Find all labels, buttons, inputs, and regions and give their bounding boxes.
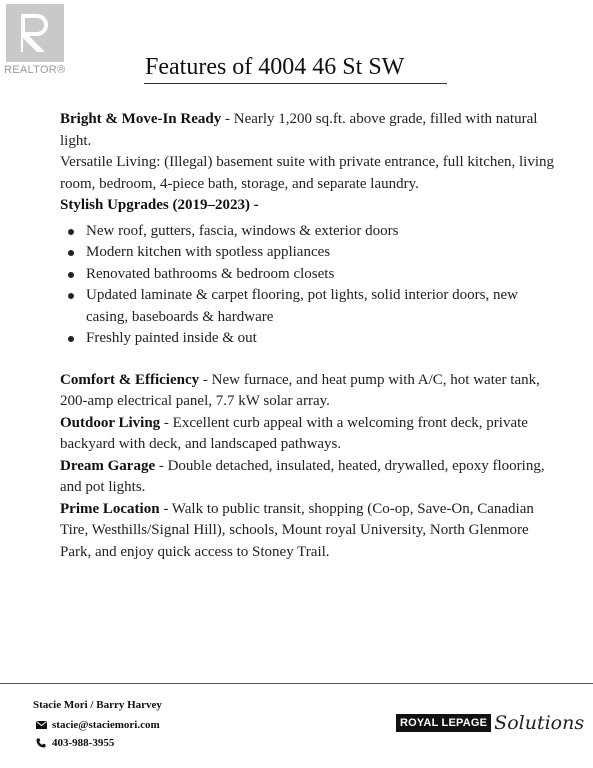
phone-icon	[36, 738, 48, 748]
bright-section	[60, 109, 560, 152]
realtor-label: REALTOR®	[4, 64, 66, 76]
email-text[interactable]: stacie@staciemori.com	[52, 719, 160, 731]
comfort-heading: Comfort & Efficiency	[60, 371, 200, 388]
brand-solutions: Solutions	[494, 712, 585, 734]
versatile-text: Versatile Living: (Illegal) basement suite with private entrance, full kitchen, living room, bedroom, 4-piece bath, storage, and separate laundry.	[60, 154, 555, 192]
bright-heading: Bright & Move-In Ready	[60, 111, 222, 127]
garage-section	[60, 456, 560, 499]
phone-contact[interactable]	[36, 737, 114, 749]
comfort-text: - New furnace, and heat pump with A/C, hot water tank, 200-amp electrical panel, 7.7 kW solar array.	[60, 371, 540, 409]
brokerage-logo	[396, 712, 584, 734]
phone-text[interactable]: 403-988-3955	[52, 737, 115, 749]
footer-divider	[0, 683, 593, 684]
bright-text: - Nearly 1,200 sq.ft. above grade, filled with natural light.	[60, 111, 538, 149]
list-item: Renovated bathrooms & bedroom closets	[86, 264, 560, 286]
location-heading: Prime Location	[60, 500, 160, 517]
agent-names: Stacie Mori / Barry Harvey	[33, 699, 162, 711]
features-content	[60, 109, 560, 563]
outdoor-section	[60, 413, 560, 456]
brand-royal-lepage: ROYAL LEPAGE	[396, 714, 491, 732]
title-underline	[144, 83, 447, 84]
list-item: New roof, gutters, fascia, windows & exterior doors	[86, 221, 560, 243]
upgrades-list	[60, 221, 560, 350]
outdoor-text: - Excellent curb appeal with a welcoming front deck, private backyard with deck, and landscaped pathways.	[60, 414, 528, 452]
upgrades-heading: Stylish Upgrades (2019–2023) -	[60, 197, 259, 213]
garage-text: - Double detached, insulated, heated, drywalled, epoxy flooring, and pot lights.	[60, 457, 545, 495]
page-title: Features of 4004 46 St SW	[145, 54, 405, 80]
garage-heading: Dream Garage	[60, 457, 156, 474]
realtor-logo	[4, 4, 70, 76]
envelope-icon	[36, 721, 48, 729]
list-item: Updated laminate & carpet flooring, pot lights, solid interior doors, new casing, baseboards & hardware	[86, 285, 560, 328]
location-section	[60, 499, 560, 564]
comfort-section	[60, 370, 560, 413]
list-item: Freshly painted inside & out	[86, 328, 560, 350]
email-contact[interactable]	[36, 719, 160, 731]
location-text: - Walk to public transit, shopping (Co-op, Save-On, Canadian Tire, Westhills/Signal Hill), schools, Mount royal University, North Glenmore Park, and enjoy quick access to Stoney Trail.	[60, 500, 534, 560]
realtor-r-icon	[6, 4, 64, 62]
upgrades-section	[60, 195, 560, 350]
list-item: Modern kitchen with spotless appliances	[86, 242, 560, 264]
outdoor-heading: Outdoor Living	[60, 414, 161, 431]
